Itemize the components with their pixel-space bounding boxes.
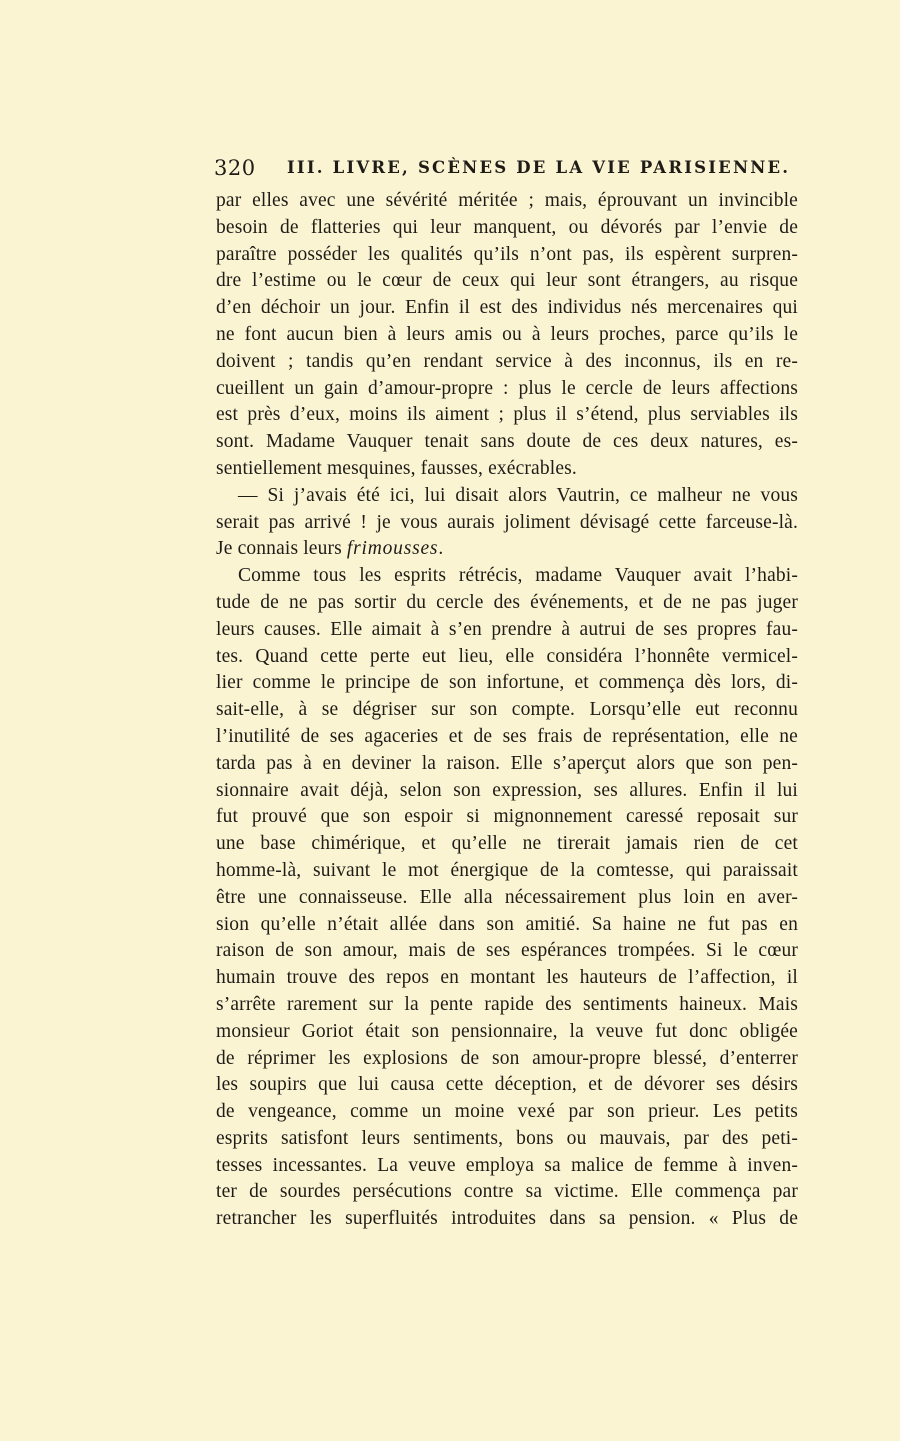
body-text	[216, 188, 798, 1233]
text-segment: Je connais leurs	[216, 538, 347, 560]
text-line: de vengeance, comme un moine vexé par son prieur. Les petits	[216, 1101, 798, 1123]
text-line: paraître posséder les qualités qu’ils n’ont pas, ils espèrent surpren-	[216, 243, 798, 265]
italic-word: frimousses	[346, 538, 439, 560]
text-line: sionnaire avait déjà, selon son expression, ses allures. Enfin il lui	[216, 779, 798, 801]
text-line: est près d’eux, moins ils aiment ; plus il s’étend, plus serviables ils	[216, 404, 798, 426]
text-line: dre l’estime ou le cœur de ceux qui leur sont étrangers, au risque	[216, 270, 798, 292]
text-line: homme-là, suivant le mot énergique de la comtesse, qui paraissait	[216, 859, 798, 881]
text-line: humain trouve des repos en montant les hauteurs de l’affection, il	[216, 967, 798, 989]
text-line: doivent ; tandis qu’en rendant service à des inconnus, ils en re-	[216, 350, 798, 372]
text-line: tesses incessantes. La veuve employa sa malice de femme à inven-	[216, 1154, 798, 1176]
paragraph-start-line: Comme tous les esprits rétrécis, madame Vauquer avait l’habi-	[238, 565, 798, 587]
text-line: leurs causes. Elle aimait à s’en prendre à autrui de ses propres fau-	[216, 618, 798, 640]
text-line: une base chimérique, et qu’elle ne tirerait jamais rien de cet	[216, 833, 798, 855]
text-line: tude de ne pas sortir du cercle des événements, et de ne pas juger	[216, 591, 798, 613]
text-line: retrancher les superfluités introduites dans sa pension. « Plus de	[216, 1208, 798, 1230]
page-number: 320	[214, 156, 256, 180]
running-head	[214, 154, 798, 184]
text-line: sait-elle, à se dégriser sur son compte. Lorsqu’elle eut reconnu	[216, 699, 798, 721]
text-line: ter de sourdes persécutions contre sa victime. Elle commença par	[216, 1181, 798, 1203]
text-line: raison de son amour, mais de ses espérances trompées. Si le cœur	[216, 940, 798, 962]
text-line: tes. Quand cette perte eut lieu, elle considéra l’honnête vermicel-	[216, 645, 798, 667]
text-line	[216, 536, 798, 563]
text-line: d’en déchoir un jour. Enfin il est des individus nés mercenaires qui	[216, 297, 798, 319]
text-line: l’inutilité de ses agaceries et de ses frais de représentation, elle ne	[216, 725, 798, 747]
text-line: besoin de flatteries qui leur manquent, ou dévorés par l’envie de	[216, 216, 798, 238]
text-line: monsieur Goriot était son pensionnaire, la veuve fut donc obligée	[216, 1020, 798, 1042]
text-line: serait pas arrivé ! je vous aurais joliment dévisagé cette farceuse-là.	[216, 511, 798, 533]
text-line: cueillent un gain d’amour-propre : plus le cercle de leurs affections	[216, 377, 798, 399]
text-line: les soupirs que lui causa cette déception, et de dévorer ses désirs	[216, 1074, 798, 1096]
text-line: fut prouvé que son espoir si mignonnement caressé reposait sur	[216, 806, 798, 828]
text-line: être une connaisseuse. Elle alla nécessairement plus loin en aver-	[216, 886, 798, 908]
text-line: sont. Madame Vauquer tenait sans doute de ces deux natures, es-	[216, 431, 798, 453]
running-title: III. LIVRE, SCÈNES DE LA VIE PARISIENNE.	[287, 158, 791, 177]
text-line: sion qu’elle n’était allée dans son amitié. Sa haine ne fut pas en	[216, 913, 798, 935]
text-line: tarda pas à en deviner la raison. Elle s’aperçut alors que son pen-	[216, 752, 798, 774]
text-line: ne font aucun bien à leurs amis ou à leurs proches, parce qu’ils le	[216, 323, 798, 345]
text-line: sentiellement mesquines, fausses, exécrables.	[216, 457, 577, 479]
dialogue-line: — Si j’avais été ici, lui disait alors Vautrin, ce malheur ne vous	[238, 484, 798, 506]
text-line: de réprimer les explosions de son amour-propre blessé, d’enterrer	[216, 1047, 798, 1069]
text-line: s’arrête rarement sur la pente rapide des sentiments haineux. Mais	[216, 993, 798, 1015]
text-line: par elles avec une sévérité méritée ; mais, éprouvant un invincible	[216, 190, 798, 211]
text-line: lier comme le principe de son infortune, et commença dès lors, di-	[216, 672, 798, 694]
text-segment: .	[438, 538, 444, 560]
text-line: esprits satisfont leurs sentiments, bons ou mauvais, par des peti-	[216, 1127, 798, 1149]
